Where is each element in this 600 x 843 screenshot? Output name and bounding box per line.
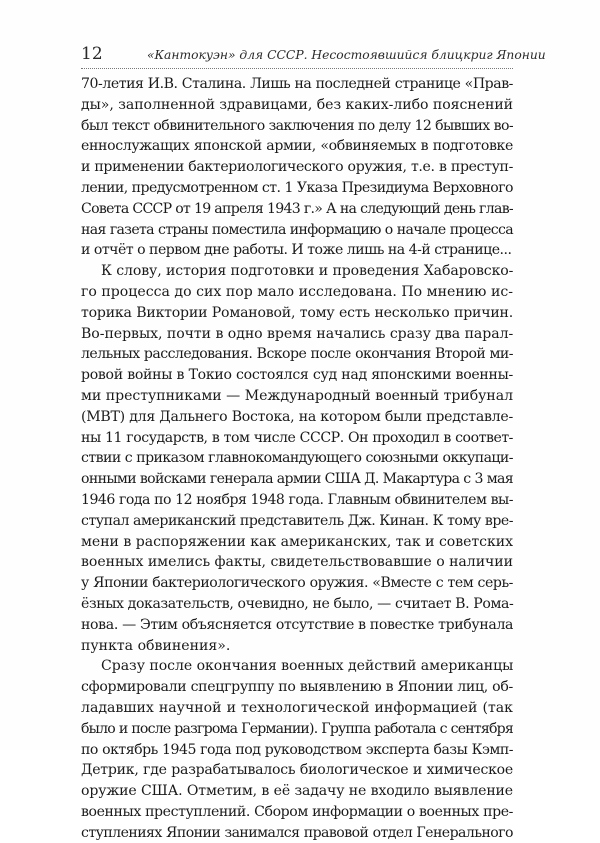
text-line: Совета СССР от 19 апреля 1943 г.» А на следующий день глав- <box>81 200 513 217</box>
text-line: ная газета страны поместила информацию о начале процесса <box>81 221 513 238</box>
text-line: Во-первых, почти в одно время начались сразу два парал- <box>81 325 514 342</box>
header-divider <box>81 68 513 69</box>
text-line: го процесса до сих пор мало исследована. По мнению ис- <box>81 283 513 300</box>
text-line: и отчёт о первом дне работы. И тоже лишь на 4-й странице... <box>81 242 512 259</box>
text-line: нова. — Этим объясняется отсутствие в повестке трибунала <box>81 616 514 633</box>
text-line: 70-летия И.В. Сталина. Лишь на последней странице «Прав- <box>81 76 513 92</box>
text-line: еннослужащих японской армии, «обвиняемых в подготовке <box>81 138 513 155</box>
text-line: ровой войны в Токио состоялся суд над японскими военны- <box>81 367 513 384</box>
running-header <box>81 44 546 66</box>
text-line: Детрик, где разрабатывалось биологическое и химическое <box>81 762 513 779</box>
text-line: торика Виктории Романовой, тому есть несколько причин. <box>81 304 513 321</box>
text-line: пункта обвинения». <box>81 637 231 654</box>
text-line: было и после разгрома Германии). Группа работала с сентября <box>81 720 513 737</box>
text-line: военных преступлений. Сбором информации о военных пре- <box>81 803 513 820</box>
text-line: ступал американский представитель Дж. Кинан. К тому вре- <box>81 512 514 529</box>
text-line: ны 11 государств, в том числе СССР. Он проходил в соответ- <box>81 429 513 446</box>
text-line: лельных расследования. Вскоре после окончания Второй ми- <box>81 346 513 363</box>
text-line: 1946 года по 12 ноября 1948 года. Главным обвинителем вы- <box>81 491 513 508</box>
text-line: по октябрь 1945 года под руководством эксперта базы Кэмп- <box>81 741 513 758</box>
text-line: ступлениях Японии занимался правовой отдел Генерального <box>81 824 513 841</box>
running-title: «Кантокуэн» для СССР. Несостоявшийся блицкриг Японии <box>147 48 546 62</box>
text-line: К слову, история подготовки и проведения Хабаровско- <box>101 263 514 280</box>
text-line: (МВТ) для Дальнего Востока, на котором были представле- <box>81 408 513 425</box>
text-line: онными войсками генерала армии США Д. Макартура с 3 мая <box>81 471 513 488</box>
text-line: ми преступниками — Международный военный трибунал <box>81 387 513 404</box>
text-line: Сразу после окончания военных действий американцы <box>101 658 514 675</box>
text-line: у Японии бактериологического оружия. «Вместе с тем серь- <box>81 575 513 592</box>
text-line: ёзных доказательств, очевидно, не было, — считает В. Рома- <box>81 595 514 612</box>
text-line: и применении бактериологического оружия, т.е. в преступ- <box>81 159 513 176</box>
text-line: сформировали спецгруппу по выявлению в Японии лиц, об- <box>81 679 513 696</box>
text-line: ладавших научной и технологической информацией (так <box>81 699 513 716</box>
body-text <box>81 74 513 843</box>
text-line: лении, предусмотренном ст. 1 Указа Президиума Верховного <box>81 179 513 196</box>
text-line: оружие США. Отметим, в её задачу не входило выявление <box>81 783 513 800</box>
text-line: ствии с приказом главнокомандующего союзными оккупаци- <box>81 450 513 467</box>
text-line: мени в распоряжении как американских, так и советских <box>81 533 513 550</box>
page-number: 12 <box>81 44 103 64</box>
text-line: военных имелись факты, свидетельствовавшие о наличии <box>81 554 513 571</box>
text-line: был текст обвинительного заключения по делу 12 бывших во- <box>81 117 513 134</box>
text-line: ды», заполненной здравицами, без каких-либо пояснений <box>81 96 514 113</box>
